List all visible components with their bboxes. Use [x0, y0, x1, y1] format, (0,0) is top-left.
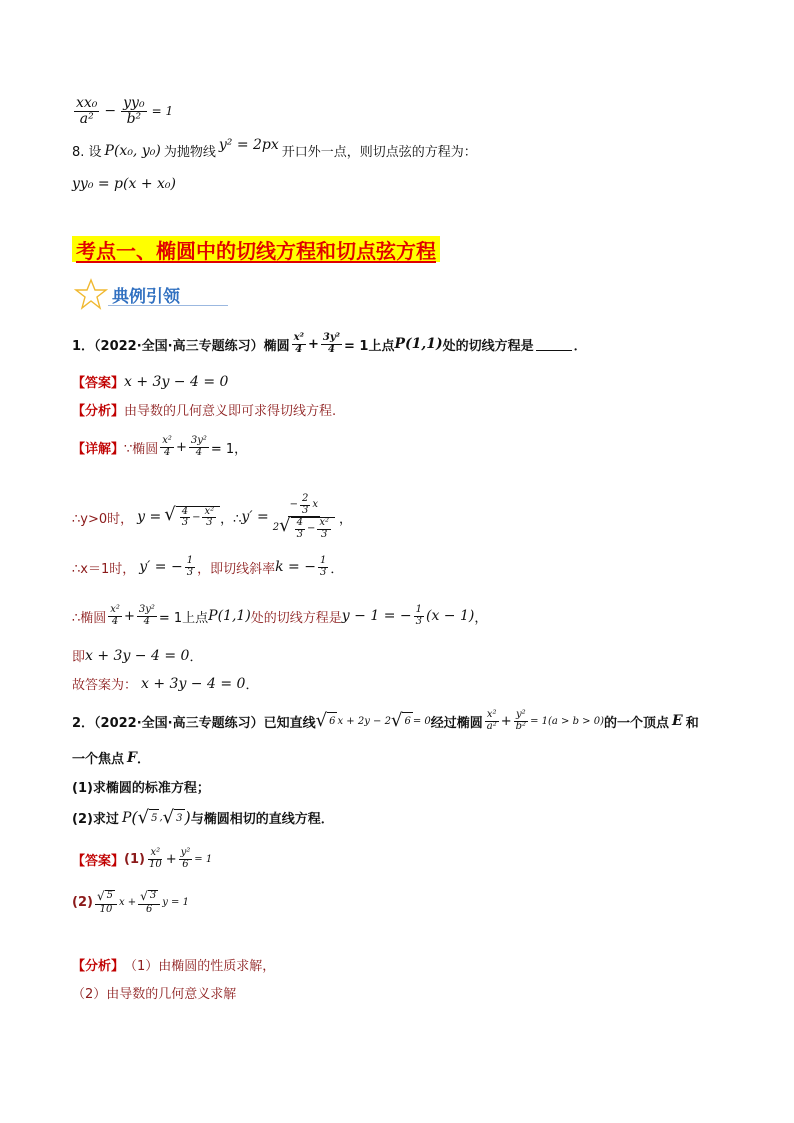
point-e: E — [672, 713, 683, 729]
q1-number: 1．（2022·全国·高三专题练习）椭圆 — [72, 338, 290, 354]
item-8-mid: 为抛物线 — [163, 145, 216, 160]
frac-den: 3 — [206, 517, 213, 528]
sqrt-expr: √ $\frac{4}{3}$ − $\frac{\text{x²}}{3}$ — [164, 506, 220, 529]
q1-detail-1: 【详解】 ∵椭圆 $\frac{\text{x²}}{4}$ + $\frac{\text{3y²}}{4}$ = 1， — [72, 435, 248, 458]
frac-den: b² — [515, 720, 527, 732]
q2-part-2: (2)求过 P ( √ 5 , √ 3 ) 与椭圆相切的直线方程． — [72, 806, 334, 828]
sqrt-body: 5 — [106, 890, 113, 902]
part-label: (1) — [124, 851, 145, 867]
q1-stem — [72, 333, 587, 355]
part-label: (2) — [72, 895, 93, 910]
plus-sign: + — [307, 336, 319, 352]
frac-den: 4 — [295, 343, 303, 355]
sqrt-body: 6 — [327, 712, 337, 730]
y-prime-eq: y′ = − — [139, 559, 183, 575]
sqrt-body: 5 — [149, 809, 159, 827]
item-8 — [72, 136, 477, 160]
frac-den: a² — [486, 720, 497, 732]
y-prime-eq: y′ = — [241, 509, 269, 525]
frac-den: 6 — [182, 858, 189, 870]
frac-den: 4 — [111, 615, 119, 627]
minus-sign: − — [192, 512, 201, 523]
q1-detail-3 — [72, 556, 343, 578]
answer-end: = 1 — [194, 853, 213, 865]
answer-tag: 【答案】 — [72, 853, 125, 869]
point-p: P — [121, 809, 132, 826]
frac-den: a² — [79, 110, 94, 127]
q1-detail-5 — [72, 646, 202, 665]
q1-point: P(1,1) — [394, 336, 443, 352]
sep: ，∴ — [220, 511, 242, 527]
answer-blank — [536, 338, 572, 351]
q2-analysis-1 — [72, 955, 275, 974]
q2-number: 2．（2022·全国·高三专题练习）已知直线 — [72, 715, 316, 731]
sqrt-body: 6 — [402, 712, 412, 730]
frac-num: 1 — [415, 604, 422, 615]
q2-tail: 的一个顶点 — [604, 715, 670, 731]
frac-num: yy₀ — [123, 95, 145, 111]
detail-text: ∵椭圆 — [124, 441, 159, 457]
section-title: 考点一、椭圆中的切线方程和切点弦方程 — [72, 236, 440, 262]
detail-end: ． — [245, 678, 259, 693]
y-eq: y = — [137, 509, 162, 525]
frac-num: 3y² — [190, 435, 207, 446]
frac-num: 3y² — [138, 604, 155, 615]
detail-end: ． — [189, 650, 203, 665]
q2-stem-2 — [72, 748, 150, 767]
tangent-result: x + 3y − 4 = 0 — [85, 647, 190, 664]
frac-den: 4 — [327, 343, 335, 355]
sqrt-body: 3 — [174, 809, 184, 827]
frac-den: 6 — [146, 903, 153, 915]
item-8-curve: y² = 2px — [218, 136, 279, 153]
tangent-eq-tail: (x − 1) — [425, 608, 475, 624]
frac-num: x² — [319, 517, 329, 528]
answer-end: y = 1 — [162, 897, 189, 908]
coef: 2 — [272, 522, 280, 534]
frac-num: 1 — [186, 555, 194, 566]
frac-num: 4 — [296, 517, 303, 528]
frac-num: x² — [486, 709, 497, 720]
q1-answer-value: x + 3y − 4 = 0 — [124, 373, 229, 390]
q2-and: 和 — [685, 715, 699, 731]
detail-end: ， — [474, 610, 488, 626]
item-8-answer: yy₀ = p(x + x₀) — [72, 176, 176, 192]
derivative-frac: − $\frac{2}{3}$ x 2 √ $\frac{4}{3}$ − $\frac{\text{x²}}{3}$ — [271, 494, 337, 540]
star-icon — [74, 278, 108, 310]
frac-den: 3 — [181, 517, 189, 528]
q2-part-2-pre: (2)求过 — [72, 812, 119, 827]
equals-one: = 1 — [151, 104, 174, 119]
line-eq: x + 2y − 2 — [337, 715, 391, 727]
item-8-suffix: 开口外一点，则切点弦的方程为： — [281, 145, 477, 160]
frac-den: 4 — [143, 615, 151, 627]
q1-point: P(1,1) — [208, 608, 251, 624]
q2-analysis-1-text: （1）由椭圆的性质求解， — [124, 959, 276, 974]
q1-detail-6 — [72, 674, 258, 693]
frac-den: 3 — [296, 528, 303, 540]
frac-num: 4 — [181, 505, 189, 517]
detail-text: ∴y>0时， — [72, 511, 134, 527]
analysis-tag: 【分析】 — [72, 959, 125, 974]
frac-num: x² — [110, 604, 120, 615]
frac-den: b² — [126, 110, 142, 127]
q2-analysis-2: （2）由导数的几何意义求解 — [72, 987, 237, 1002]
q1-tail: 处的切线方程是 — [442, 338, 534, 354]
detail-end: ， — [338, 511, 352, 527]
point-f: F — [127, 749, 137, 766]
frac-den: 3 — [302, 504, 309, 516]
frac-den: 3 — [319, 566, 327, 578]
formula-ellipse-tangent-chord: $\frac{\text{xx₀}}{\text{a²}}$ − $\frac{\text{yy₀}}{\text{b²}}$ = 1 — [76, 95, 174, 127]
q2-line2: 一个焦点 — [72, 752, 125, 767]
frac-num: x² — [204, 505, 215, 517]
frac-num: 2 — [302, 493, 309, 504]
q2-stem: 2．（2022·全国·高三专题练习）已知直线 √ 6 x + 2y − 2 √ 6 = 0 经过椭圆 $\frac{\text{x²}}{\text{a²}}$ + $\frac{\text{y²}}{\text{b²}}$ = 1(a > b > 0) 的一个顶点 E 和 — [72, 709, 699, 732]
frac-num: 3y² — [322, 332, 341, 343]
q1-detail-2 — [72, 494, 352, 540]
frac-num: y² — [180, 847, 191, 858]
frac-num: x² — [162, 435, 172, 446]
analysis-tag: 【分析】 — [72, 404, 125, 419]
detail-end: ． — [330, 561, 344, 577]
tangent-eq: y − 1 = − — [341, 608, 412, 624]
item-8-prefix: 8. 设 — [72, 145, 102, 160]
q2-part-2-tail: 与椭圆相切的直线方程． — [190, 812, 334, 827]
detail-tag: 【详解】 — [72, 441, 125, 457]
example-label: 典例引领 — [112, 286, 180, 307]
detail-text: 故答案为： — [72, 678, 138, 693]
detail-text: 处的切线方程是 — [250, 610, 342, 626]
q1-detail-4: ∴椭圆 $\frac{\text{x²}}{4}$ + $\frac{\text{3y²}}{4}$ = 1上点 P(1,1) 处的切线方程是 y − 1 = − $\frac{1}{3}$ (x − 1) ， — [72, 604, 488, 627]
q1-analysis — [72, 400, 336, 419]
var-x: x — [312, 498, 319, 510]
detail-text: ∴椭圆 — [72, 610, 107, 626]
frac-den: 10 — [99, 903, 113, 915]
example-underline — [108, 305, 228, 306]
frac-num: xx₀ — [76, 95, 98, 111]
sqrt-body: 3 — [149, 890, 157, 902]
answer-tag: 【答案】 — [72, 376, 125, 391]
detail-text: ，即切线斜率 — [197, 561, 276, 577]
q1-analysis-text: 由导数的几何意义即可求得切线方程. — [124, 404, 337, 419]
ellipse-cond: = 1(a > b > 0) — [530, 715, 604, 727]
q1-answer — [72, 372, 228, 391]
line-eq-end: = 0 — [412, 715, 431, 727]
q2-part-1: (1)求椭圆的标准方程； — [72, 781, 210, 796]
q2-mid: 经过椭圆 — [430, 715, 483, 731]
detail-text: 即 — [72, 650, 86, 665]
detail-text: ∴x＝1时， — [72, 561, 136, 577]
detail-mid: = 1上点 — [158, 610, 209, 626]
frac-den: 4 — [163, 446, 171, 458]
q1-mid: = 1上点 — [344, 338, 395, 354]
frac-den: 4 — [195, 446, 203, 458]
q2-answer-2: (2) √ 5 10 x + √ 3 6 y = 1 — [72, 889, 189, 915]
frac-num: x² — [150, 847, 161, 858]
frac-num: x² — [293, 332, 304, 343]
q2-answer-1: 【答案】 (1) $\frac{\text{x²}}{10}$ + $\frac{\text{y²}}{6}$ = 1 — [72, 847, 213, 870]
q2-line2-end: ． — [136, 752, 150, 767]
detail-end: = 1， — [210, 441, 248, 457]
minus-sign: − — [289, 498, 299, 510]
frac-num: y² — [516, 709, 526, 720]
q1-end: ． — [573, 338, 587, 354]
slope-eq: k = − — [275, 559, 316, 575]
frac-num: 1 — [319, 555, 327, 566]
minus-sign: − — [306, 522, 316, 534]
final-answer: x + 3y − 4 = 0 — [141, 675, 246, 692]
frac-den: 3 — [415, 615, 422, 627]
term-x: x + — [118, 897, 137, 908]
frac-den: 10 — [148, 858, 162, 870]
item-8-point: P(x₀, y₀) — [104, 142, 161, 159]
frac-den: 3 — [320, 528, 328, 540]
frac-den: 3 — [186, 566, 194, 578]
